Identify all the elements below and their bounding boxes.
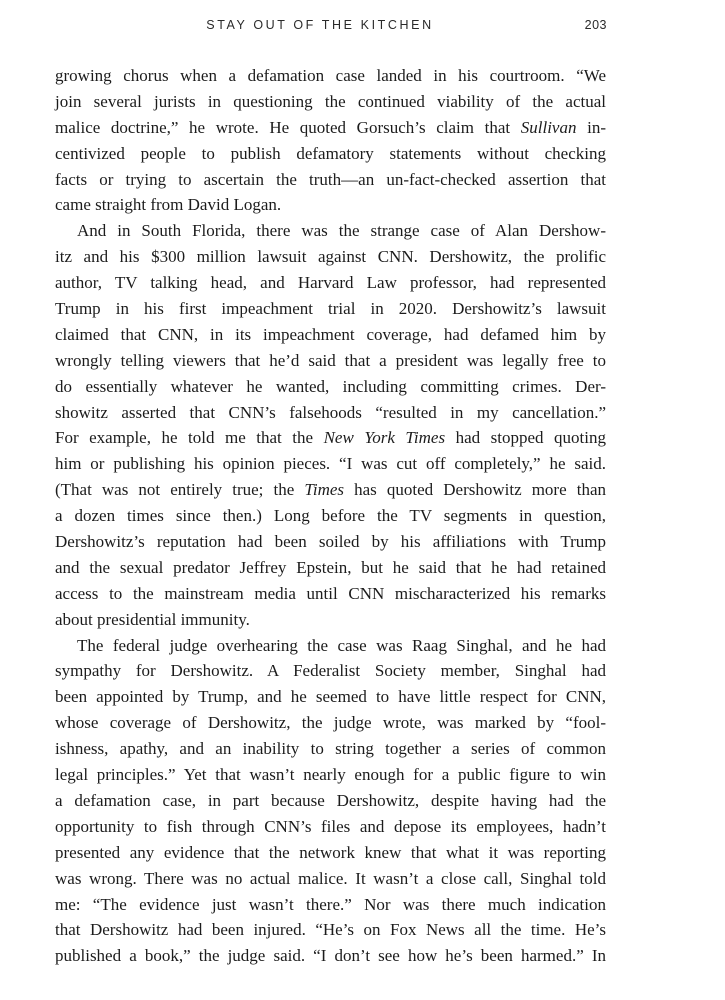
text-segment: had stopped quoting [445, 428, 606, 448]
text-segment: whose coverage of Dershowitz, the judge wrote, was marked by “fool- [55, 713, 606, 733]
italic-title: Times [304, 480, 345, 500]
text-segment: was wrong. There was no actual malice. It wasn’t a close call, Singhal told [55, 868, 606, 888]
text-line [55, 581, 606, 607]
text-segment: and the sexual predator Jeffrey Epstein, but he said that he had retained [55, 557, 606, 577]
running-title: STAY OUT OF THE KITCHEN [206, 18, 434, 32]
page-number: 203 [584, 18, 607, 32]
text-segment: ishness, apathy, and an inability to string together a series of common [55, 739, 606, 759]
text-segment: access to the mainstream media until CNN mischaracterized his remarks [55, 583, 606, 603]
body-text [55, 63, 606, 969]
text-line [55, 296, 606, 322]
text-segment: Dershowitz’s reputation had been soiled by his affiliations with Trump [55, 532, 606, 552]
text-segment: sympathy for Dershowitz. A Federalist Society member, Singhal had [55, 661, 606, 681]
text-line [55, 814, 606, 840]
text-segment: that Dershowitz had been injured. “He’s on Fox News all the time. He’s [55, 920, 606, 940]
text-line [55, 788, 606, 814]
text-line [55, 658, 606, 684]
text-line [55, 762, 606, 788]
text-segment: published a book,” the judge said. “I don’t see how he’s been harmed.” In [55, 946, 606, 966]
text-line [55, 710, 606, 736]
text-segment: facts or trying to ascertain the truth—an un-fact-checked assertion that [55, 169, 606, 189]
text-line [55, 115, 606, 141]
text-line [55, 943, 606, 969]
text-segment: For example, he told me that the [55, 428, 324, 448]
text-segment: wrongly telling viewers that he’d said that a president was legally free to [55, 350, 606, 370]
text-line [55, 892, 606, 918]
text-line [55, 684, 606, 710]
text-line [55, 633, 606, 659]
text-segment: showitz asserted that CNN’s falsehoods “resulted in my cancellation.” [55, 402, 606, 422]
text-line [55, 451, 606, 477]
text-segment: came straight from David Logan. [55, 195, 282, 215]
text-line [55, 866, 606, 892]
text-line [55, 244, 606, 270]
text-line [55, 348, 606, 374]
text-segment: legal principles.” Yet that wasn’t nearly enough for a public figure to win [55, 765, 606, 785]
italic-title: Sullivan [520, 117, 577, 137]
text-segment: join several jurists in questioning the continued viability of the actual [55, 91, 606, 111]
text-segment: opportunity to fish through CNN’s files and depose its employees, hadn’t [55, 816, 606, 836]
text-line [55, 736, 606, 762]
text-line [55, 529, 606, 555]
text-segment: itz and his $300 million lawsuit against CNN. Dershowitz, the prolific [55, 247, 606, 267]
text-line [55, 503, 606, 529]
text-segment: has quoted Dershowitz more than [344, 480, 606, 500]
text-segment: growing chorus when a defamation case landed in his courtroom. “We [55, 66, 606, 85]
text-line [55, 322, 606, 348]
text-segment: in- [576, 117, 606, 137]
text-segment: centivized people to publish defamatory statements without checking [55, 143, 606, 163]
running-head [0, 14, 725, 36]
text-line [55, 374, 606, 400]
text-segment: And in South Florida, there was the strange case of Alan Dershow- [77, 221, 606, 241]
text-line [55, 607, 606, 633]
italic-title: New York Times [323, 428, 446, 448]
text-line [55, 63, 606, 89]
text-segment: presented any evidence that the network knew that what it was reporting [55, 842, 606, 862]
text-segment: me: “The evidence just wasn’t there.” Nor was there much indication [55, 894, 606, 914]
text-line [55, 167, 606, 193]
text-segment: The federal judge overhearing the case was Raag Singhal, and he had [77, 635, 606, 655]
text-segment: Trump in his first impeachment trial in 2020. Dershowitz’s lawsuit [55, 299, 606, 319]
text-segment: a defamation case, in part because Dershowitz, despite having had the [55, 790, 606, 810]
text-line [55, 917, 606, 943]
text-segment: do essentially whatever he wanted, including committing crimes. Der- [55, 376, 606, 396]
text-line [55, 477, 606, 503]
text-segment: (That was not entirely true; the [55, 480, 305, 500]
text-segment: him or publishing his opinion pieces. “I was cut off completely,” he said. [55, 454, 606, 474]
text-line [55, 89, 606, 115]
text-line [55, 141, 606, 167]
text-line [55, 218, 606, 244]
text-segment: about presidential immunity. [55, 609, 250, 629]
text-segment: a dozen times since then.) Long before the TV segments in question, [55, 506, 606, 526]
text-line [55, 425, 606, 451]
text-line [55, 192, 606, 218]
text-segment: malice doctrine,” he wrote. He quoted Gorsuch’s claim that [55, 117, 521, 137]
text-line [55, 270, 606, 296]
text-segment: been appointed by Trump, and he seemed to have little respect for CNN, [55, 687, 606, 707]
text-segment: claimed that CNN, in its impeachment coverage, had defamed him by [55, 324, 606, 344]
text-line [55, 840, 606, 866]
text-line [55, 555, 606, 581]
text-segment: author, TV talking head, and Harvard Law professor, had represented [55, 273, 606, 293]
text-line [55, 400, 606, 426]
